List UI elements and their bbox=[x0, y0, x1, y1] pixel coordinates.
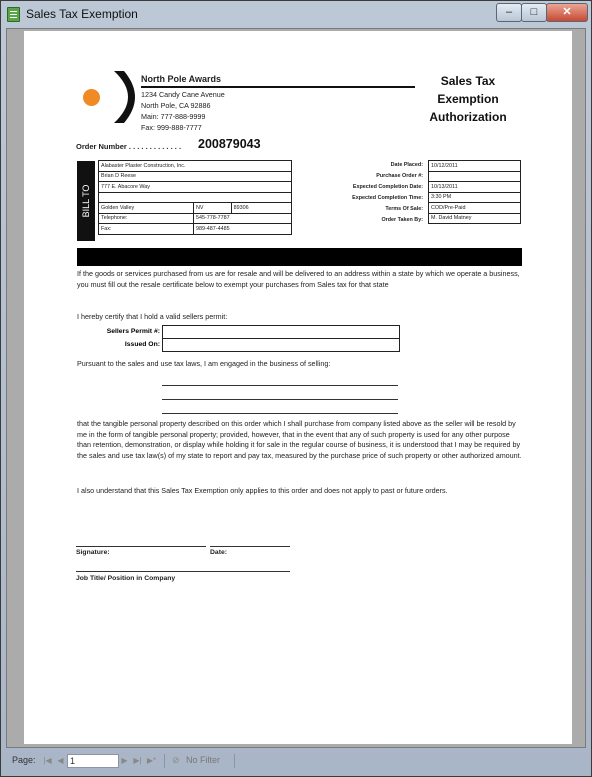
filter-status[interactable]: No Filter bbox=[186, 755, 221, 765]
job-title-line[interactable] bbox=[76, 571, 290, 572]
page-number-input[interactable]: 1 bbox=[67, 754, 119, 768]
issued-on-field[interactable] bbox=[162, 338, 400, 352]
company-address-line: North Pole, CA 92886 bbox=[141, 101, 211, 110]
bill-to-company: Alabaster Plaster Construction, Inc. bbox=[99, 161, 292, 172]
scope-text: I also understand that this Sales Tax Exemption only applies to this order and does not apply to past or future orders. bbox=[77, 486, 448, 495]
bill-to-fax: 989-487-4485 bbox=[194, 224, 292, 235]
toolbar-separator bbox=[164, 754, 165, 768]
close-button[interactable]: ✕ bbox=[546, 3, 588, 22]
title-line: Exemption bbox=[437, 92, 499, 106]
bill-to-tab bbox=[77, 161, 95, 241]
po-number-value bbox=[429, 171, 521, 182]
section-divider-band bbox=[77, 248, 522, 266]
pursuant-text: Pursuant to the sales and use tax laws, I am engaged in the business of selling: bbox=[77, 359, 331, 368]
window-title: Sales Tax Exemption bbox=[26, 7, 138, 21]
company-phone: Main: 777-888-9999 bbox=[141, 112, 206, 121]
title-bar[interactable] bbox=[1, 1, 591, 27]
business-line[interactable] bbox=[162, 413, 398, 414]
previous-page-icon[interactable]: ◀ bbox=[57, 756, 64, 765]
minimize-button[interactable]: – bbox=[496, 3, 522, 22]
report-preview-area[interactable] bbox=[6, 28, 586, 748]
completion-date-value: 10/13/2011 bbox=[429, 182, 521, 193]
last-page-icon[interactable]: ▶| bbox=[133, 756, 142, 765]
report-icon bbox=[7, 7, 20, 22]
job-title-label: Job Title/ Position in Company bbox=[76, 575, 176, 582]
bill-to-contact: Brian D Reese bbox=[99, 171, 292, 182]
business-line[interactable] bbox=[162, 399, 398, 400]
order-details-table bbox=[428, 160, 521, 224]
bill-to-state: NV bbox=[194, 203, 232, 214]
taken-by-value: M. David Matney bbox=[429, 213, 521, 224]
date-placed-value: 10/12/2011 bbox=[429, 161, 521, 172]
logo-arc-icon bbox=[84, 71, 146, 123]
bill-to-street: 777 E. Abacore Way bbox=[99, 182, 292, 193]
first-page-icon[interactable]: |◀ bbox=[43, 756, 52, 765]
document-title bbox=[424, 72, 512, 126]
completion-time-label: Expected Completion Time: bbox=[352, 195, 423, 201]
sellers-permit-field[interactable] bbox=[162, 325, 400, 339]
next-page-icon[interactable]: ▶ bbox=[121, 756, 128, 765]
record-navigation-bar bbox=[6, 750, 584, 772]
terms-label: Terms Of Sale: bbox=[385, 206, 423, 212]
tangible-property-text: that the tangible personal property described on this order which I shall purchase from company listed above as the seller will be resold by me in the form of tangible personal property; provided, however, that in the event that any of such property is used for any other purpose than retention, demonstration, or display while holding it for sale in the regular course of business, it is understood that I may be required by the sales and use tax law(s) of my state to report and pay tax, measured by the purchase price of such property or other authorized amount. bbox=[77, 419, 522, 460]
page-label: Page: bbox=[12, 755, 36, 765]
title-line: Authorization bbox=[429, 110, 507, 124]
sellers-permit-label: Sellers Permit #: bbox=[106, 328, 160, 335]
company-divider bbox=[141, 86, 415, 88]
bill-to-city: Golden Valley bbox=[99, 203, 194, 214]
resale-intro-text: If the goods or services purchased from us are for resale and will be delivered to an address within a state by which we operate a business, you must fill out the resale certificate below to exempt your purchases from Sales tax for that state bbox=[77, 269, 520, 289]
no-filter-icon[interactable]: ⊘ bbox=[172, 755, 180, 765]
order-number-label: Order Number . . . . . . . . . . . . . bbox=[76, 142, 182, 151]
date-label: Date: bbox=[210, 549, 227, 556]
maximize-button[interactable]: □ bbox=[521, 3, 547, 22]
order-number: 200879043 bbox=[198, 137, 261, 151]
fax-label: Fax: bbox=[99, 224, 194, 235]
new-record-icon[interactable]: ▶* bbox=[146, 756, 157, 765]
company-fax: Fax: 999-888-7777 bbox=[141, 123, 202, 132]
po-number-label: Purchase Order #: bbox=[376, 173, 423, 179]
bill-to-telephone: 545-778-7787 bbox=[194, 213, 292, 224]
business-line[interactable] bbox=[162, 385, 398, 386]
completion-date-label: Expected Completion Date: bbox=[352, 184, 423, 190]
completion-time-value: 3:30 PM bbox=[429, 192, 521, 203]
taken-by-label: Order Taken By: bbox=[381, 217, 423, 223]
bill-to-zip: 89306 bbox=[231, 203, 291, 214]
issued-on-label: Issued On: bbox=[124, 341, 160, 348]
telephone-label: Telephone: bbox=[99, 213, 194, 224]
company-name: North Pole Awards bbox=[141, 74, 222, 84]
certify-text: I hereby certify that I hold a valid sellers permit: bbox=[77, 312, 228, 321]
terms-value: COD/Pre-Paid bbox=[429, 203, 521, 214]
toolbar-separator bbox=[234, 754, 235, 768]
signature-label: Signature: bbox=[76, 549, 110, 556]
company-address-line: 1234 Candy Cane Avenue bbox=[141, 90, 225, 99]
date-line[interactable] bbox=[210, 546, 290, 547]
bill-to-blank bbox=[99, 192, 292, 203]
bill-to-label: BILL TO bbox=[81, 184, 91, 218]
report-page bbox=[24, 31, 572, 744]
title-line: Sales Tax bbox=[440, 74, 496, 88]
signature-line[interactable] bbox=[76, 546, 206, 547]
bill-to-table bbox=[98, 160, 292, 235]
date-placed-label: Date Placed: bbox=[390, 162, 423, 168]
